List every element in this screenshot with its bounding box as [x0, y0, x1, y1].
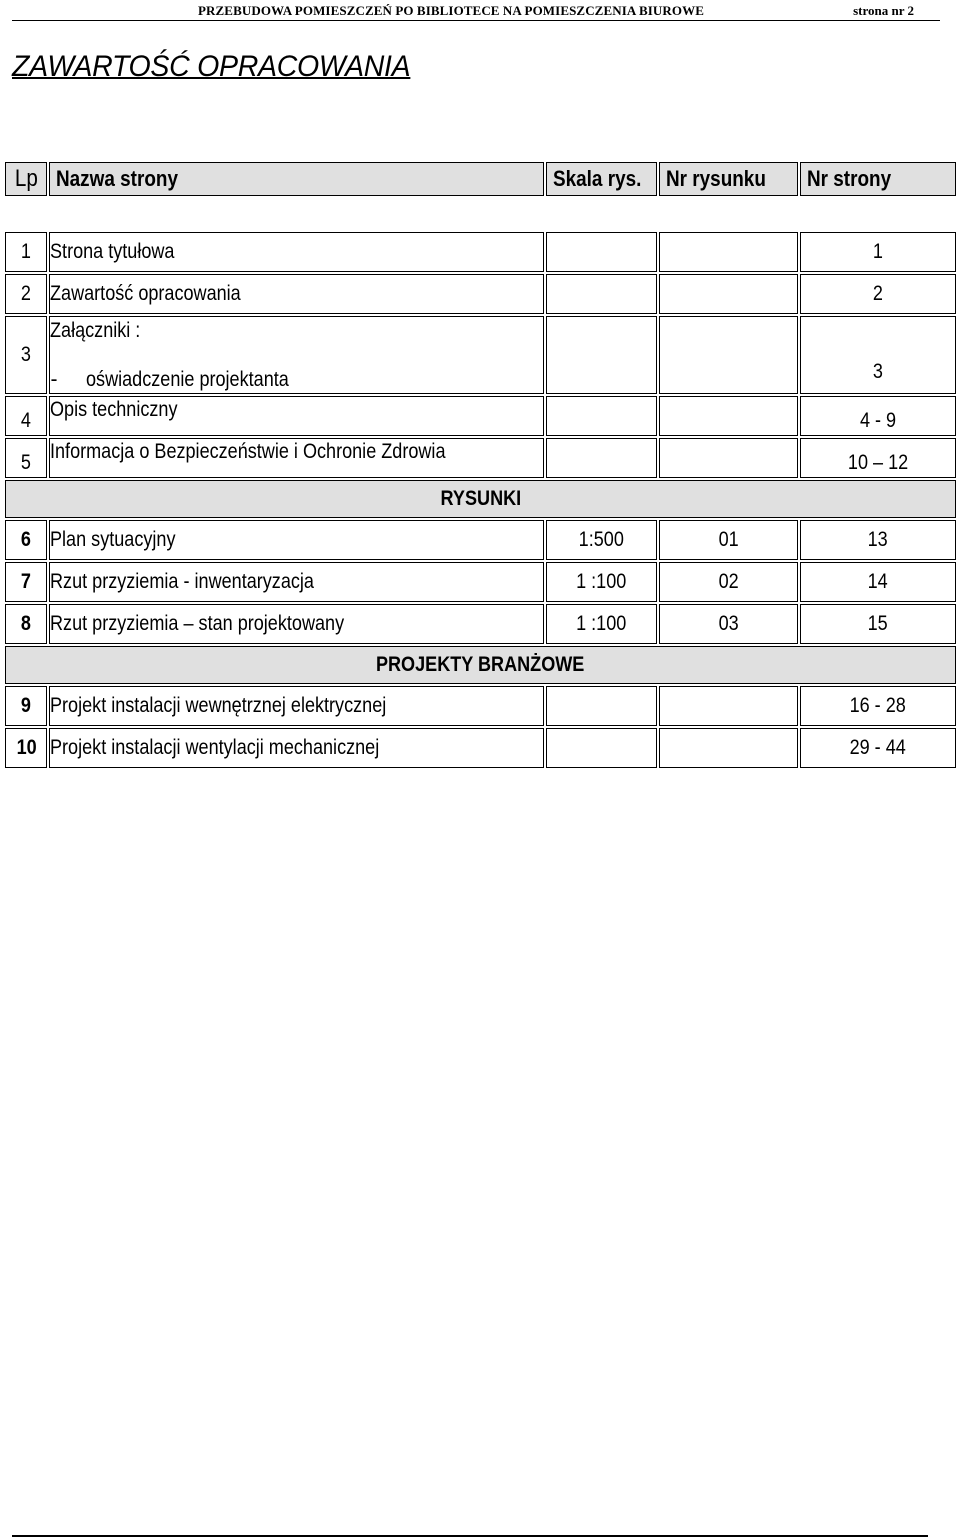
row-name: Informacja o Bezpieczeństwie i Ochronie Zdrowia	[49, 438, 543, 478]
header-page-number: strona nr 2	[853, 3, 914, 18]
column-header-drawing-no: Nr rysunku	[659, 162, 798, 196]
row-scale: 1 :100	[546, 604, 657, 644]
row-lp: 5	[5, 438, 47, 478]
row-drawing-no: 02	[659, 562, 798, 602]
row-scale	[546, 438, 657, 478]
page-header	[12, 2, 940, 21]
row-name: Opis techniczny	[49, 396, 543, 436]
row-scale	[546, 274, 657, 314]
row-name	[49, 316, 543, 394]
row-name: Rzut przyziemia – stan projektowany	[49, 604, 543, 644]
list-dash: -	[50, 367, 58, 391]
table-row	[5, 396, 956, 436]
row-scale	[546, 396, 657, 436]
row-lp: 10	[5, 728, 47, 768]
row-scale	[546, 316, 657, 394]
row-page-no: 3	[800, 316, 956, 394]
row-page-no: 4 - 9	[800, 396, 956, 436]
header-row	[5, 162, 956, 196]
table-row	[5, 438, 956, 478]
row-drawing-no: 03	[659, 604, 798, 644]
footer-rule	[12, 1535, 928, 1537]
table-row	[5, 520, 956, 560]
row-drawing-no	[659, 232, 798, 272]
row-page-no: 13	[800, 520, 956, 560]
document-title: ZAWARTOŚĆ OPRACOWANIA	[12, 50, 411, 83]
row-drawing-no	[659, 316, 798, 394]
row-lp: 1	[5, 232, 47, 272]
row-drawing-no	[659, 274, 798, 314]
row-scale: 1 :100	[546, 562, 657, 602]
row-name: Rzut przyziemia - inwentaryzacja	[49, 562, 543, 602]
attachment-name: oświadczenie projektanta	[86, 367, 290, 391]
row-lp: 8	[5, 604, 47, 644]
column-header-scale: Skala rys.	[546, 162, 657, 196]
section-heading-trades: PROJEKTY BRANŻOWE	[5, 646, 956, 684]
row-page-no: 14	[800, 562, 956, 602]
row-page-no: 10 – 12	[800, 438, 956, 478]
section-row	[5, 480, 956, 518]
row-lp: 6	[5, 520, 47, 560]
attachments-label: Załączniki :	[50, 319, 141, 342]
row-name: Strona tytułowa	[49, 232, 543, 272]
table-row	[5, 274, 956, 314]
contents-table	[3, 230, 958, 770]
row-drawing-no: 01	[659, 520, 798, 560]
section-row	[5, 646, 956, 684]
table-row	[5, 728, 956, 768]
row-drawing-no	[659, 686, 798, 726]
row-lp: 9	[5, 686, 47, 726]
row-name: Projekt instalacji wewnętrznej elektrycznej	[49, 686, 543, 726]
row-drawing-no	[659, 396, 798, 436]
table-row	[5, 232, 956, 272]
column-header-lp: Lp	[5, 162, 47, 196]
row-scale	[546, 686, 657, 726]
table-header	[3, 160, 958, 198]
row-lp: 7	[5, 562, 47, 602]
row-page-no: 2	[800, 274, 956, 314]
row-page-no: 1	[800, 232, 956, 272]
table-row	[5, 686, 956, 726]
row-name: Plan sytuacyjny	[49, 520, 543, 560]
row-page-no: 16 - 28	[800, 686, 956, 726]
table-row	[5, 604, 956, 644]
row-drawing-no	[659, 728, 798, 768]
row-lp: 3	[5, 316, 47, 394]
attachment-item	[50, 368, 542, 391]
column-header-name: Nazwa strony	[49, 162, 543, 196]
row-name: Projekt instalacji wentylacji mechanicznej	[49, 728, 543, 768]
header-title: PRZEBUDOWA POMIESZCZEŃ PO BIBLIOTECE NA POMIESZCZENIA BIUROWE	[198, 3, 704, 18]
row-page-no: 29 - 44	[800, 728, 956, 768]
row-lp: 4	[5, 396, 47, 436]
table-row	[5, 562, 956, 602]
row-scale	[546, 232, 657, 272]
row-drawing-no	[659, 438, 798, 478]
section-heading-drawings: RYSUNKI	[5, 480, 956, 518]
table-row	[5, 316, 956, 394]
row-scale	[546, 728, 657, 768]
row-lp: 2	[5, 274, 47, 314]
column-header-page-no: Nr strony	[800, 162, 956, 196]
row-name: Zawartość opracowania	[49, 274, 543, 314]
row-scale: 1:500	[546, 520, 657, 560]
row-page-no: 15	[800, 604, 956, 644]
